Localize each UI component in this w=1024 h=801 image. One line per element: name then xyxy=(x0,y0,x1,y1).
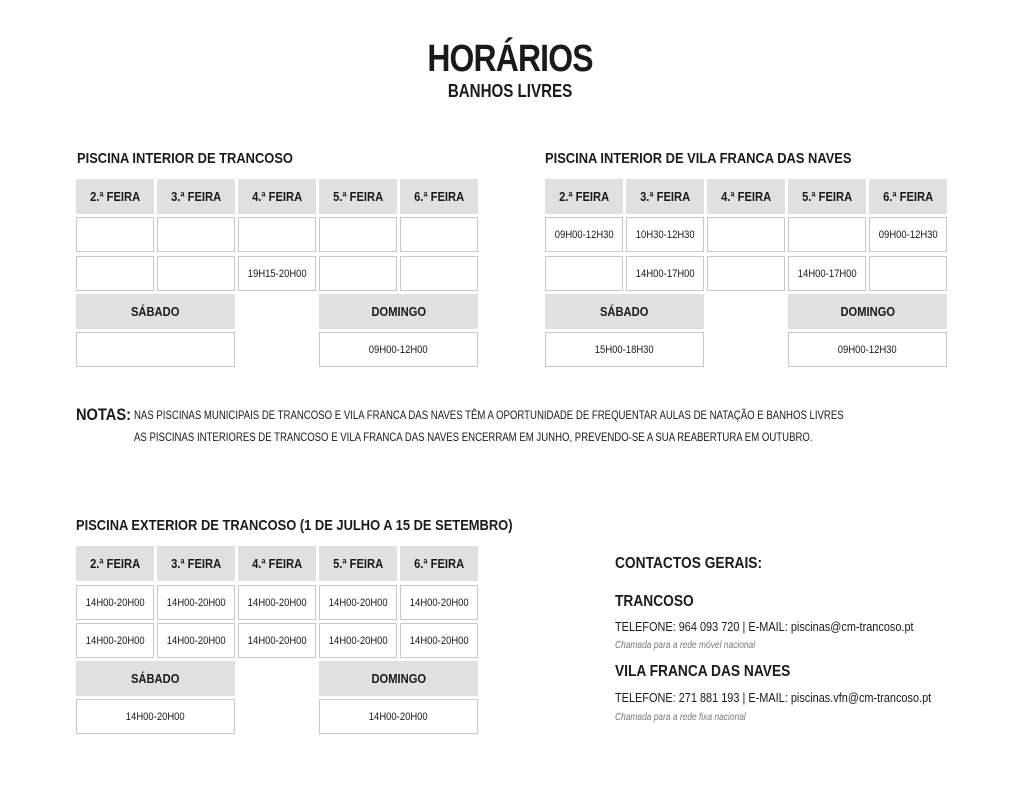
time-cell: 14H00-20H00 xyxy=(157,585,235,620)
time-cell xyxy=(545,256,623,291)
saturday-header: SÁBADO xyxy=(545,294,704,329)
sunday-header: DOMINGO xyxy=(319,294,478,329)
notes-label: NOTAS: xyxy=(76,405,131,424)
contact-note-trancoso: Chamada para a rede móvel nacional xyxy=(615,640,756,651)
section-title-exterior: PISCINA EXTERIOR DE TRANCOSO (1 DE JULHO A 15 DE SETEMBRO) xyxy=(76,517,513,534)
saturday-time-cell: 15H00-18H30 xyxy=(545,332,704,367)
time-cell: 14H00-20H00 xyxy=(400,585,478,620)
time-cell: 10H30-12H30 xyxy=(626,217,704,252)
time-cell xyxy=(76,256,154,291)
time-cell xyxy=(319,256,397,291)
day-header: 2.ª FEIRA xyxy=(545,179,623,214)
day-header: 4.ª FEIRA xyxy=(238,179,316,214)
page-title: HORÁRIOS xyxy=(427,38,593,80)
sunday-header: DOMINGO xyxy=(319,661,478,696)
time-cell xyxy=(707,256,785,291)
day-header: 3.ª FEIRA xyxy=(157,179,235,214)
day-header: 5.ª FEIRA xyxy=(319,179,397,214)
section-title-vila-franca: PISCINA INTERIOR DE VILA FRANCA DAS NAVES xyxy=(545,150,852,167)
day-header: 5.ª FEIRA xyxy=(788,179,866,214)
sunday-time-cell: 09H00-12H30 xyxy=(788,332,947,367)
time-cell: 14H00-20H00 xyxy=(238,623,316,658)
time-cell xyxy=(238,217,316,252)
time-cell xyxy=(157,217,235,252)
note-line: NAS PISCINAS MUNICIPAIS DE TRANCOSO E VILA FRANCA DAS NAVES TÊM A OPORTUNIDADE DE FREQUENTAR AULAS DE NATAÇÃO E BANHOS LIVRES xyxy=(134,408,844,422)
page-subtitle: BANHOS LIVRES xyxy=(447,81,573,101)
day-header: 2.ª FEIRA xyxy=(76,179,154,214)
sunday-time-cell: 09H00-12H00 xyxy=(319,332,478,367)
time-cell: 14H00-17H00 xyxy=(788,256,866,291)
time-cell: 19H15-20H00 xyxy=(238,256,316,291)
day-header: 4.ª FEIRA xyxy=(707,179,785,214)
time-cell: 14H00-17H00 xyxy=(626,256,704,291)
time-cell xyxy=(76,217,154,252)
time-cell xyxy=(400,256,478,291)
saturday-header: SÁBADO xyxy=(76,661,235,696)
time-cell xyxy=(319,217,397,252)
saturday-time-cell xyxy=(76,332,235,367)
section-title-trancoso: PISCINA INTERIOR DE TRANCOSO xyxy=(77,150,293,167)
time-cell xyxy=(400,217,478,252)
sunday-time-cell: 14H00-20H00 xyxy=(319,699,478,734)
day-header: 2.ª FEIRA xyxy=(76,546,154,581)
saturday-time-cell: 14H00-20H00 xyxy=(76,699,235,734)
contact-info-vila-franca: TELEFONE: 271 881 193 | E-MAIL: piscinas.vfn@cm-trancoso.pt xyxy=(615,690,932,705)
contact-info-trancoso: TELEFONE: 964 093 720 | E-MAIL: piscinas@cm-trancoso.pt xyxy=(615,619,914,634)
time-cell: 14H00-20H00 xyxy=(76,585,154,620)
note-line: AS PISCINAS INTERIORES DE TRANCOSO E VILA FRANCA DAS NAVES ENCERRAM EM JUNHO, PREVENDO-SE A SUA REABERTURA EM OUTUBRO. xyxy=(134,430,813,444)
contact-note-vila-franca: Chamada para a rede fixa nacional xyxy=(615,712,746,723)
contact-name-trancoso: TRANCOSO xyxy=(615,593,694,610)
time-cell: 14H00-20H00 xyxy=(400,623,478,658)
time-cell xyxy=(707,217,785,252)
time-cell: 14H00-20H00 xyxy=(319,623,397,658)
contacts-heading: CONTACTOS GERAIS: xyxy=(615,555,763,572)
time-cell: 14H00-20H00 xyxy=(157,623,235,658)
time-cell: 14H00-20H00 xyxy=(319,585,397,620)
day-header: 6.ª FEIRA xyxy=(400,546,478,581)
day-header: 6.ª FEIRA xyxy=(869,179,947,214)
time-cell xyxy=(869,256,947,291)
time-cell: 09H00-12H30 xyxy=(869,217,947,252)
day-header: 3.ª FEIRA xyxy=(157,546,235,581)
day-header: 3.ª FEIRA xyxy=(626,179,704,214)
time-cell xyxy=(157,256,235,291)
time-cell: 14H00-20H00 xyxy=(238,585,316,620)
time-cell: 14H00-20H00 xyxy=(76,623,154,658)
day-header: 4.ª FEIRA xyxy=(238,546,316,581)
sunday-header: DOMINGO xyxy=(788,294,947,329)
day-header: 5.ª FEIRA xyxy=(319,546,397,581)
time-cell: 09H00-12H30 xyxy=(545,217,623,252)
day-header: 6.ª FEIRA xyxy=(400,179,478,214)
saturday-header: SÁBADO xyxy=(76,294,235,329)
contact-name-vila-franca: VILA FRANCA DAS NAVES xyxy=(615,663,791,680)
time-cell xyxy=(788,217,866,252)
